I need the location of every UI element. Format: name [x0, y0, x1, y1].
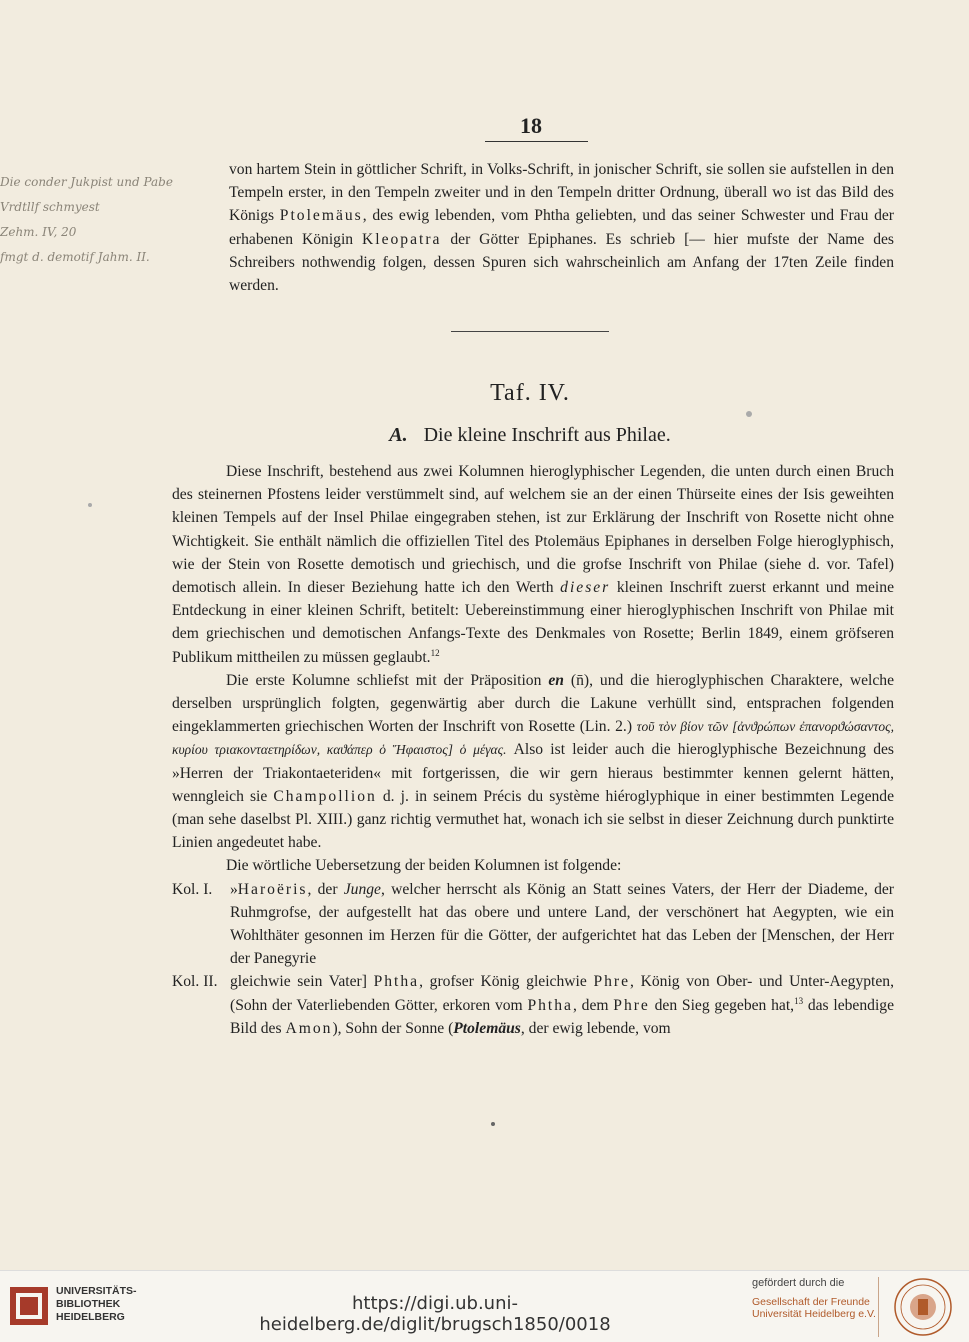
- handwritten-margin-notes: [0, 170, 185, 270]
- text-run: (n̄), und die hieroglyphischen Charaktere, welche derselben ursprünglich folgten, gegenwärtig aber durch die Lakune verhüllt sind, entsprachen folgenden eingeklammerten griechischen Worten der Inschrift von Rosette (Lin. 2.): [172, 671, 894, 736]
- university-library-logo-icon: [8, 1285, 50, 1327]
- name-phtha: Phtha: [527, 996, 573, 1014]
- library-name: [56, 1285, 137, 1324]
- subsection-title: Die kleine Inschrift aus Philae.: [423, 424, 671, 446]
- society-name-line: Universität Heidelberg e.V.: [752, 1308, 876, 1320]
- subsection-letter: A.: [389, 424, 408, 446]
- text-run: , der ewig lebende, vom: [520, 1019, 671, 1037]
- name-ptolemaeus: Ptolemäus: [279, 207, 363, 225]
- emphasis-dieser: dieser: [560, 579, 611, 597]
- name-phtha: Phtha: [373, 973, 420, 991]
- ink-speck: [88, 503, 92, 507]
- text-run: gleichwie sein Vater]: [230, 973, 374, 991]
- support-label: gefördert durch die: [752, 1277, 845, 1289]
- ink-speck: [491, 1122, 495, 1126]
- page-number-rule: [485, 141, 588, 142]
- margin-note-line: Die conder Jukpist und Pabe: [0, 175, 173, 189]
- text-run: Diese Inschrift, bestehend aus zwei Kolumnen hieroglyphischer Legenden, die unten durch einen Bruch des steinernen Pfostens leider verstümmelt sind, auf welchem sie an der einen Thürseite eines der Isis geweihten kleinen Tempels auf der Insel Philae eingegraben stehen, ist zur Erklärung der Inschrift von Rosette nicht ohne Wichtigkeit. Sie enthält nämlich die offiziellen Titel des Ptolemäus Epiphanes in derselben Folge hieroglyphisch, wie der Stein von Rosette demotisch und griechisch, und die grofse Inschrift von Philae (siehe d. vor. Tafel) demotisch allein. In dieser Beziehung hatte ich den Werth: [172, 463, 894, 597]
- footnote-ref: 13: [794, 995, 804, 1006]
- footnote-ref: 12: [430, 647, 440, 658]
- library-name-line: BIBLIOTHEK: [56, 1298, 121, 1310]
- margin-note-line: Zehm. IV, 20: [0, 225, 77, 239]
- text-run: den Sieg gegeben hat,: [649, 996, 795, 1014]
- library-name-line: HEIDELBERG: [56, 1311, 125, 1323]
- name-phre: Phre: [593, 973, 631, 991]
- library-name-line: UNIVERSITÄTS-: [56, 1285, 137, 1297]
- text-run: von hartem Stein in göttlicher Schrift, in Volks-Schrift, in jonischer Schrift, sie sollen sie aufstellen in den Tempeln erster, in den Tempeln zweiter und in den Tempeln dritter Ordnung, überall wo ist das Bild des Königs: [229, 161, 894, 225]
- text-run: »: [230, 880, 238, 898]
- text-run: , grofser König gleichwie: [419, 973, 594, 991]
- margin-note-line: fmgt d. demotif Jahm. II.: [0, 250, 150, 264]
- section-separator: [451, 331, 609, 332]
- text-run: ), Sohn der Sonne (: [332, 1019, 454, 1037]
- text-run: , der: [307, 880, 344, 898]
- text-run: , dem: [572, 996, 614, 1014]
- body-text: [172, 460, 894, 1040]
- top-paragraph: [229, 158, 894, 297]
- text-run: kleinen Inschrift zuerst erkannt und meine Entdeckung in einer kleinen Schrift, betitelt: Uebereinstimmung einer hieroglyphischen Inschrift von Philae mit dem griechischen und demotischen Anfangs-Texte des Denkmales von Rosette; Berlin 1849, einem gröfseren Publikum mittheilen zu müssen geglaubt.: [172, 579, 894, 666]
- column-text: [230, 878, 894, 971]
- column-label: Kol. II.: [172, 973, 218, 991]
- name-amon: Amon: [285, 1019, 333, 1037]
- paragraph-1: [172, 460, 894, 669]
- text-run: , König von Ober- und Unter-Aegypten, (Sohn der Vaterliebenden Götter, erkoren vom: [230, 973, 894, 1014]
- name-haroeris: Haroëris: [237, 880, 308, 898]
- subsection-heading: [300, 424, 760, 447]
- emphasis-en: en: [548, 671, 564, 689]
- university-seal-icon: [892, 1277, 954, 1337]
- viewer-footer: [0, 1270, 969, 1342]
- name-champollion: Champollion: [273, 787, 377, 805]
- society-name: [752, 1296, 876, 1320]
- greek-quote: τοῦ τὸν βίον τῶν [ἀνϑρώπων ἐπανορϑώσαντος, κυρίου τριακονταετηρίδων, καϑάπερ ὁ Ἥφαιστος] ὁ μέγας.: [172, 719, 894, 758]
- column-text: [230, 970, 894, 1040]
- name-kleopatra: Kleopatra: [361, 230, 442, 248]
- name-phre: Phre: [613, 996, 650, 1014]
- paragraph-2: [172, 669, 894, 855]
- society-name-line: Gesellschaft der Freunde: [752, 1296, 870, 1308]
- ink-speck: [746, 411, 752, 417]
- text-run: Die erste Kolumne schliefst mit der Präposition: [226, 671, 549, 689]
- text-run: , des ewig lebenden, vom Phtha geliebten, und das seiner Schwester und Frau der erhabenen Königin: [229, 207, 894, 248]
- text-run: Also ist leider auch die hieroglyphische Bezeichnung des »Herren der Triakontaeteriden« mit fortgerissen, die wir gern hieraus bestimmter kennen gelernt hätten, wenngleich sie: [172, 741, 894, 805]
- permalink-url[interactable]: https://digi.ub.uni-heidelberg.de/diglit/brugsch1850/0018: [259, 1293, 611, 1335]
- margin-note-line: Vrdtllf schmyest: [0, 200, 100, 214]
- paragraph-3: Die wörtliche Uebersetzung der beiden Kolumnen ist folgende:: [226, 857, 622, 875]
- text-run: der Götter Epiphanes. Es schrieb [— hier mufste der Name des Schreibers nothwendig folgen, dessen Spuren sich wahrscheinlich am Anfang der 17ten Zeile finden werden.: [229, 230, 894, 295]
- column-1-translation: [172, 878, 894, 971]
- text-run: das lebendige Bild des: [230, 996, 894, 1037]
- page-number: 18: [520, 113, 542, 138]
- emphasis-ptolemaeus: Ptolemäus: [453, 1019, 521, 1037]
- emphasis-junge: Junge: [343, 880, 381, 898]
- column-2-translation: [172, 970, 894, 1040]
- footer-divider: [878, 1277, 879, 1337]
- column-label: Kol. I.: [172, 880, 213, 898]
- text-run: d. j. in seinem Précis du système hiéroglyphique in einer bestimmten Legende (man sehe daselbst Pl. XIII.) ganz richtig vermuthet hat, wonach ich sie selbst in dieser Zeichnung durch punktirte Linien angedeutet habe.: [172, 787, 895, 852]
- section-title: Taf. IV.: [490, 380, 570, 406]
- text-run: , welcher herrscht als König an Statt seines Vaters, der Herr der Diademe, der Ruhmgrofse, der aufgestellt hat das obere und untere Land, der verschönert hat Aegypten, wie ein Wohlthäter gesonnen im Herzen für die Götter, der aufgerichtet hat das Leben der [Menschen, der Herr der Panegyrie: [230, 880, 894, 968]
